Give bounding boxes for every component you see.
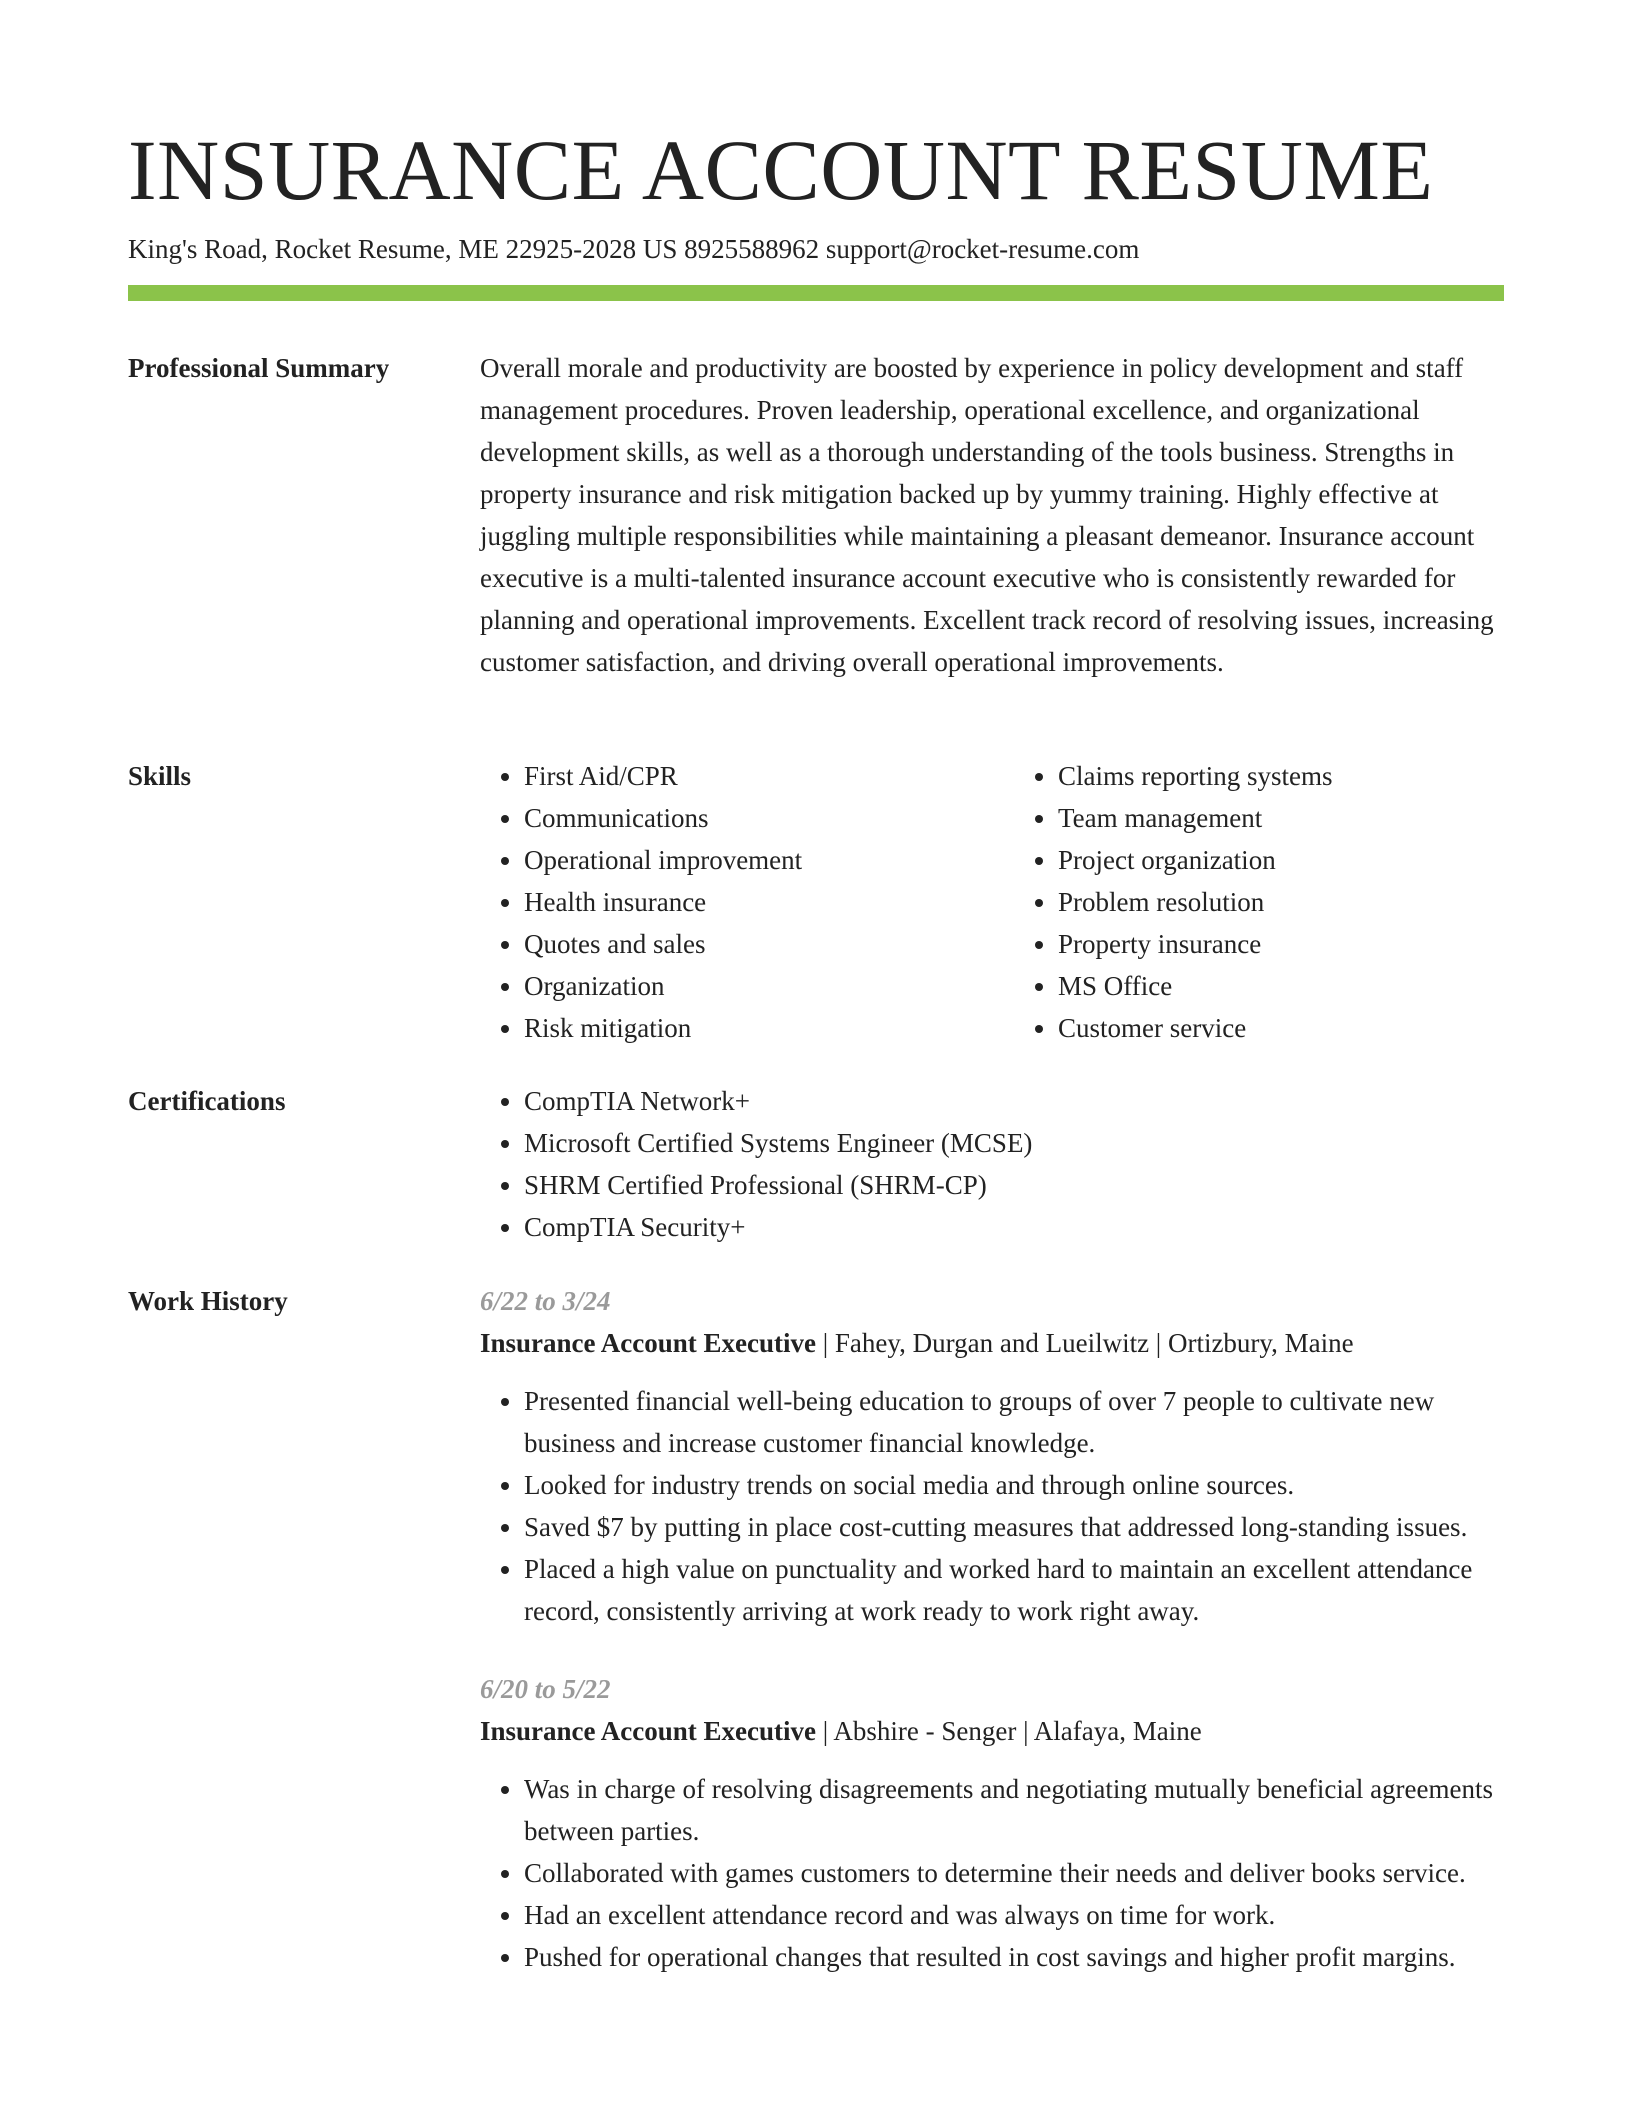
skill-item: • Project organization — [1058, 839, 1504, 881]
summary-body — [480, 347, 1504, 683]
job-heading — [480, 1710, 1504, 1752]
job-duty-item: • Pushed for operational changes that resulted in cost savings and higher profit margins. — [524, 1936, 1504, 1978]
job-employer-location: | Fahey, Durgan and Lueilwitz | Ortizbury, Maine — [815, 1328, 1354, 1358]
skill-item: • Claims reporting systems — [1058, 755, 1504, 797]
skills-body — [480, 755, 1504, 1049]
certifications-body — [480, 1080, 1504, 1248]
job-employer-location: | Abshire - Senger | Alafaya, Maine — [815, 1716, 1202, 1746]
job-entry — [480, 1668, 1504, 1978]
resume-title: INSURANCE ACCOUNT RESUME — [128, 122, 1434, 218]
job-duty-item: • Saved $7 by putting in place cost-cutting measures that addressed long-standing issues. — [524, 1506, 1504, 1548]
certifications-label: Certifications — [128, 1086, 286, 1116]
job-duties-list — [480, 1380, 1504, 1632]
certification-item: • CompTIA Network+ — [524, 1080, 1504, 1122]
certification-item: • SHRM Certified Professional (SHRM-CP) — [524, 1164, 1504, 1206]
skill-item: • Team management — [1058, 797, 1504, 839]
job-heading — [480, 1322, 1504, 1364]
skills-label: Skills — [128, 761, 192, 791]
job-duty-item: • Had an excellent attendance record and was always on time for work. — [524, 1894, 1504, 1936]
job-dates: 6/20 to 5/22 — [480, 1674, 611, 1704]
job-entry — [480, 1280, 1504, 1632]
job-title: Insurance Account Executive — [480, 1716, 816, 1746]
accent-divider — [128, 285, 1504, 301]
job-dates: 6/22 to 3/24 — [480, 1286, 611, 1316]
job-duties-list — [480, 1768, 1504, 1978]
skills-list-right — [1014, 755, 1504, 1049]
job-duty-item: • Presented financial well-being education to groups of over 7 people to cultivate new business and increase customer financial knowledge. — [524, 1380, 1504, 1464]
work-history-label: Work History — [128, 1286, 288, 1316]
job-duty-item: • Was in charge of resolving disagreements and negotiating mutually beneficial agreements between parties. — [524, 1768, 1504, 1852]
skill-item: • Problem resolution — [1058, 881, 1504, 923]
skill-item: • Health insurance — [524, 881, 970, 923]
certification-item: • CompTIA Security+ — [524, 1206, 1504, 1248]
skill-item: • First Aid/CPR — [524, 755, 970, 797]
skill-item: • Risk mitigation — [524, 1007, 970, 1049]
skill-item: • Communications — [524, 797, 970, 839]
job-title: Insurance Account Executive — [480, 1328, 816, 1358]
job-duty-item: • Looked for industry trends on social media and through online sources. — [524, 1464, 1504, 1506]
skill-item: • Property insurance — [1058, 923, 1504, 965]
summary-text: Overall morale and productivity are boosted by experience in policy development and staff management procedures. Proven leadership, operational excellence, and organizational development skills, as well as a thorough understanding of the tools business. Strengths in property insurance and risk mitigation backed up by yummy training. Highly effective at juggling multiple responsibilities while maintaining a pleasant demeanor. Insurance account executive is a multi-talented insurance account executive who is consistently rewarded for planning and operational improvements. Excellent track record of resolving issues, increasing customer satisfaction, and driving overall operational improvements. — [480, 353, 1494, 677]
job-duty-item: • Placed a high value on punctuality and worked hard to maintain an excellent attendance record, consistently arriving at work ready to work right away. — [524, 1548, 1504, 1632]
skills-list-left — [480, 755, 970, 1049]
contact-info: King's Road, Rocket Resume, ME 22925-2028 US 8925588962 support@rocket-resume.com — [128, 234, 1140, 264]
skill-item: • Quotes and sales — [524, 923, 970, 965]
skills-columns — [480, 755, 1504, 1049]
certifications-list — [480, 1080, 1504, 1248]
summary-label: Professional Summary — [128, 353, 390, 383]
skill-item: • MS Office — [1058, 965, 1504, 1007]
skill-item: • Operational improvement — [524, 839, 970, 881]
skill-item: • Customer service — [1058, 1007, 1504, 1049]
job-duty-item: • Collaborated with games customers to determine their needs and deliver books service. — [524, 1852, 1504, 1894]
certification-item: • Microsoft Certified Systems Engineer (MCSE) — [524, 1122, 1504, 1164]
work-history-body — [480, 1280, 1504, 2014]
skill-item: • Organization — [524, 965, 970, 1007]
